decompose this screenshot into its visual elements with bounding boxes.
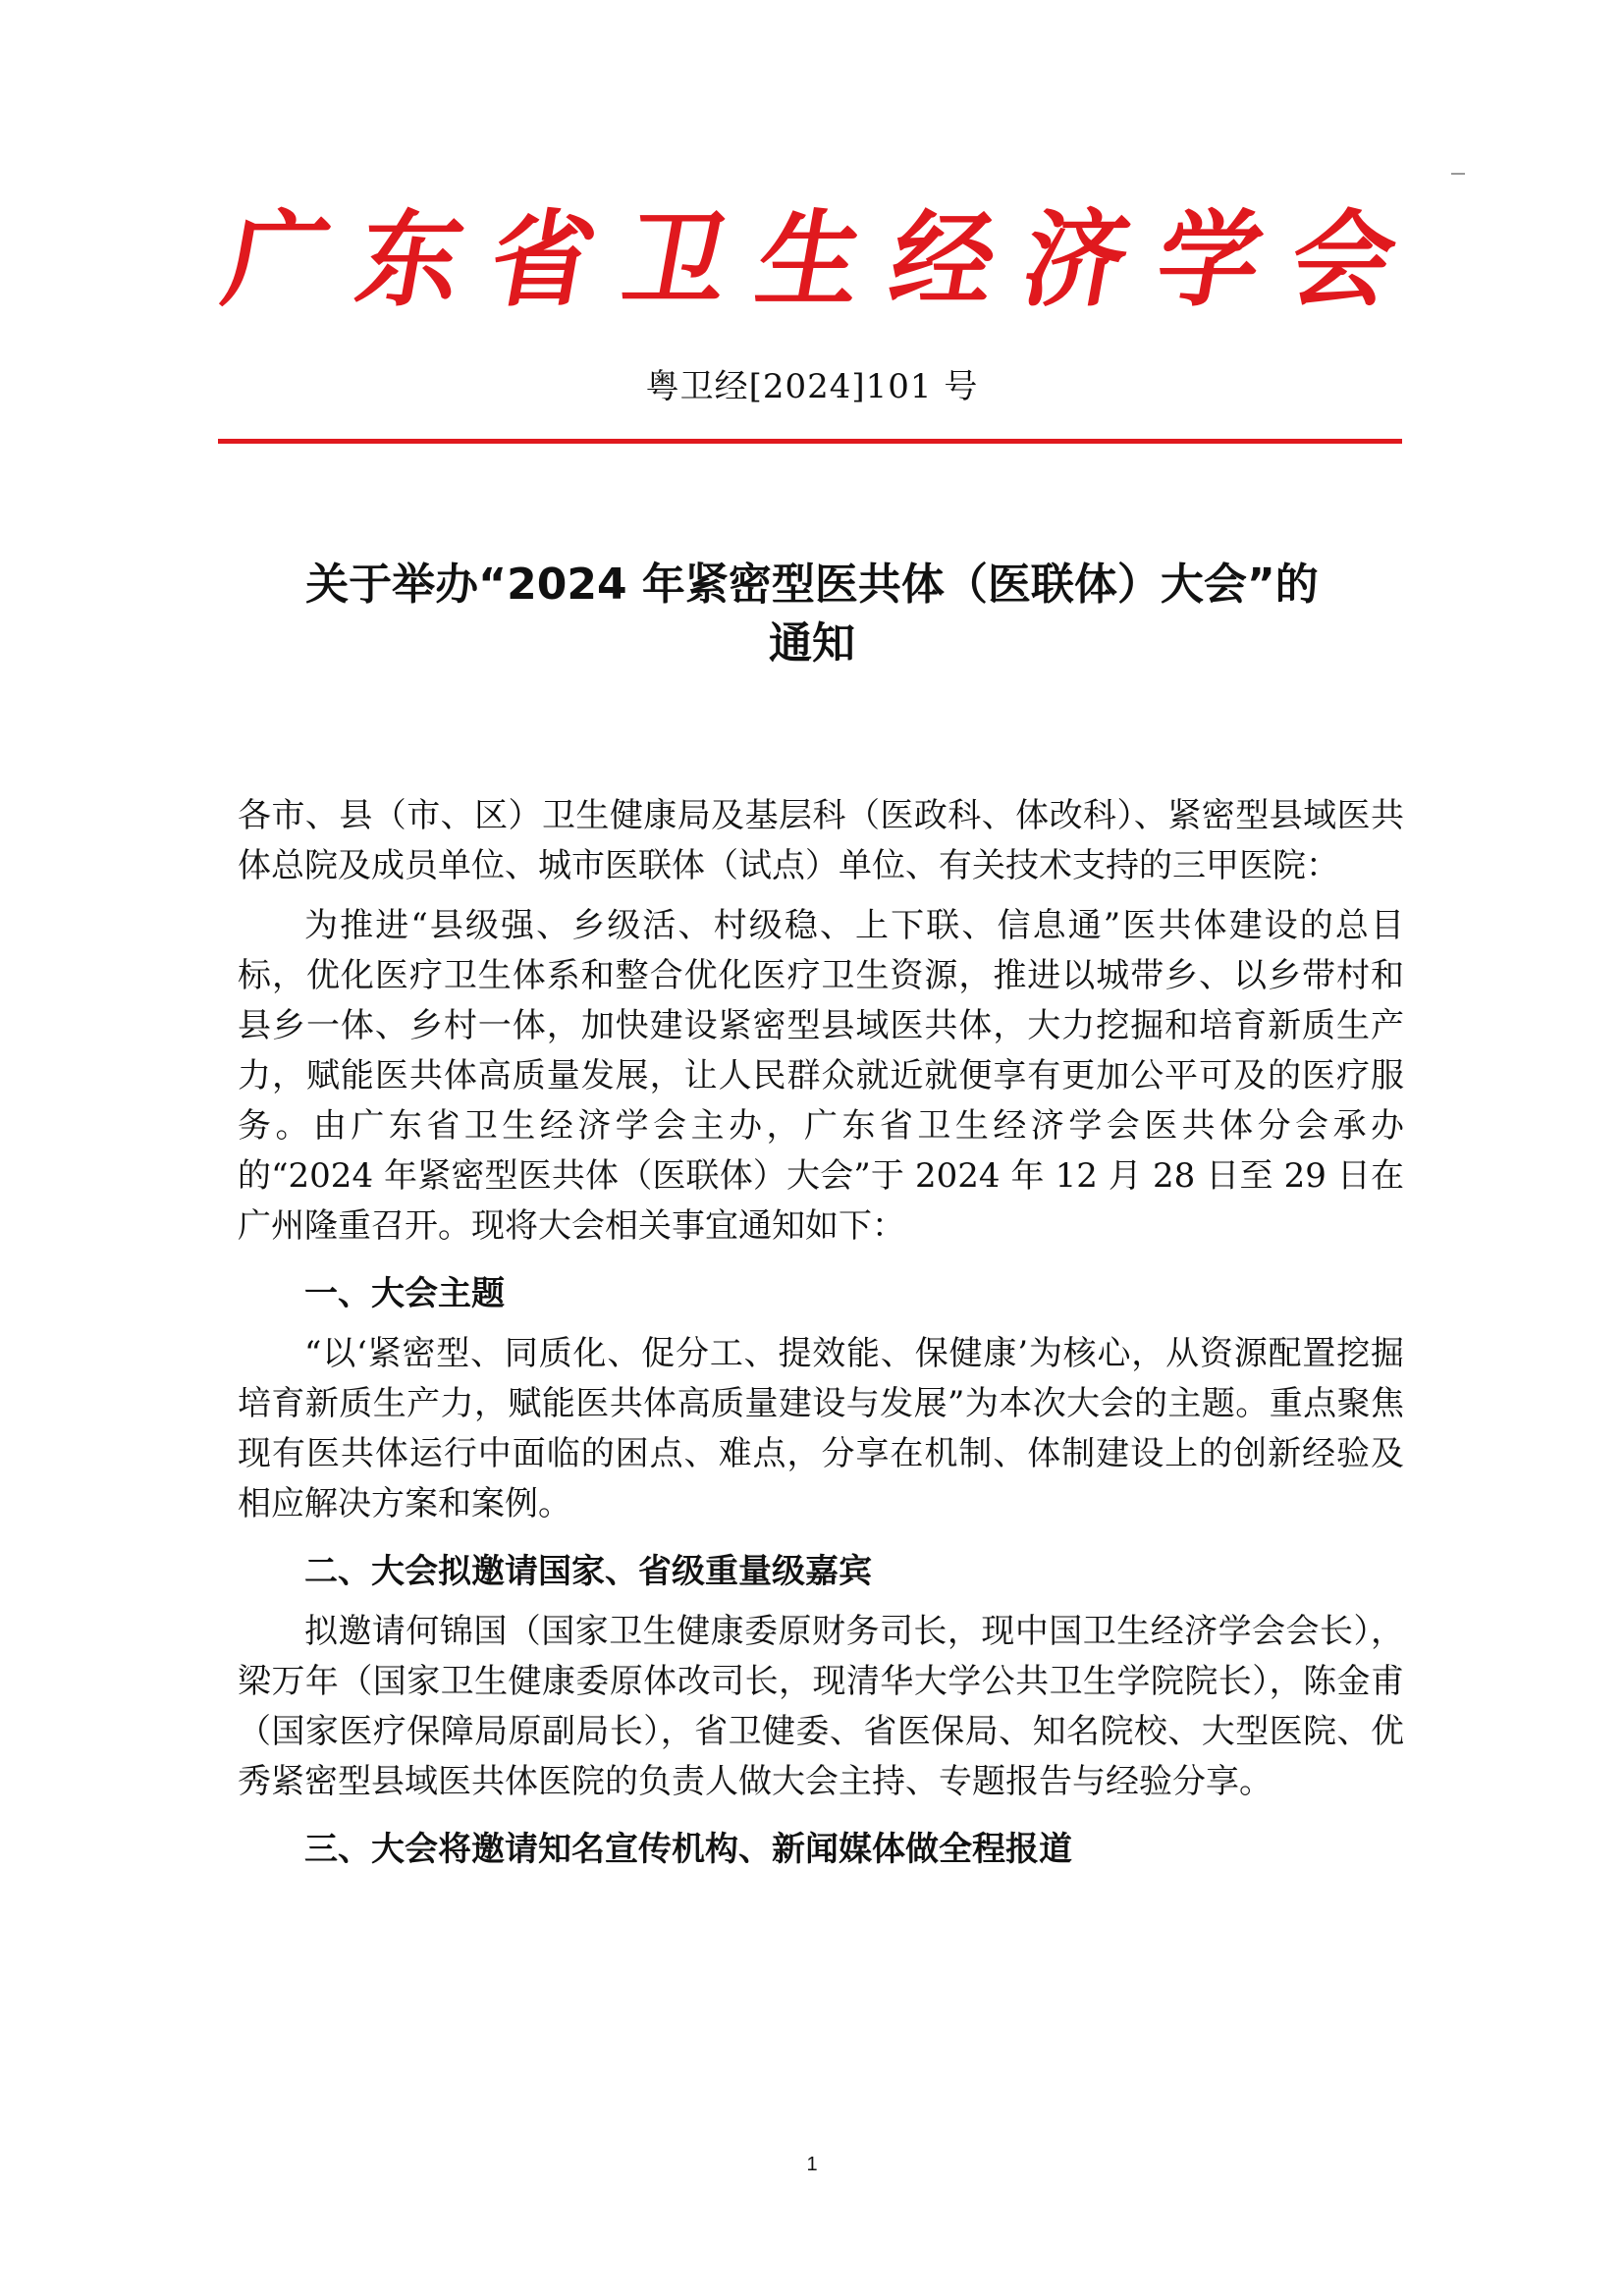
section-paragraph: 拟邀请何锦国（国家卫生健康委原财务司长，现中国卫生经济学会会长），梁万年（国家卫生健康委原体改司长，现清华大学公共卫生学院院长），陈金甫（国家医疗保障局原副局长），省卫健委、省医保局、知名院校、大型医院、优秀紧密型县域医共体医院的负责人做大会主持、专题报告与经验分享。 [238,1612,1404,1801]
letterhead-char: 卫 [615,198,739,322]
page-number: 1 [806,2154,818,2175]
red-divider-line [218,439,1402,444]
letterhead-char: 生 [747,198,872,322]
title-line-1: 关于举办“2024 年紧密型医共体（医联体）大会”的 [305,560,1319,610]
title-line-2: 通知 [769,618,855,668]
document-number: 粤卫经[2024]101 号 [645,367,979,406]
document-title [218,556,1406,673]
letterhead-char: 东 [348,198,472,322]
letterhead-char: 省 [481,198,606,322]
scan-mark [1451,173,1465,175]
letterhead-char: 广 [215,198,339,322]
letterhead-char: 济 [1014,198,1139,322]
letterhead-char: 经 [881,198,1005,322]
letterhead-char: 会 [1280,198,1405,322]
section-heading: 三、大会将邀请知名宣传机构、新闻媒体做全程报道 [304,1830,1072,1869]
document-body [238,791,1404,1883]
letterhead [215,187,1405,334]
section-paragraph: “以‘紧密型、同质化、促分工、提效能、保健康’为核心，从资源配置挖掘培育新质生产力，赋能医共体高质量建设与发展”为本次大会的主题。重点聚焦现有医共体运行中面临的困点、难点，分享在机制、体制建设上的创新经验及相应解决方案和案例。 [238,1334,1404,1523]
salutation: 各市、县（市、区）卫生健康局及基层科（医政科、体改科）、紧密型县域医共体总院及成员单位、城市医联体（试点）单位、有关技术支持的三甲医院： [238,796,1404,885]
letterhead-char: 学 [1148,198,1272,322]
section-heading: 一、大会主题 [304,1274,505,1313]
section-heading: 二、大会拟邀请国家、省级重量级嘉宾 [304,1552,872,1591]
intro-paragraph: 为推进“县级强、乡级活、村级稳、上下联、信息通”医共体建设的总目标，优化医疗卫生体系和整合优化医疗卫生资源，推进以城带乡、以乡带村和县乡一体、乡村一体，加快建设紧密型县域医共体，大力挖掘和培育新质生产力，赋能医共体高质量发展，让人民群众就近就便享有更加公平可及的医疗服务。由广东省卫生经济学会主办，广东省卫生经济学会医共体分会承办的“2024 年紧密型医共体（医联体）大会”于 2024 年 12 月 28 日至 29 日在广州隆重召开。现将大会相关事宜通知如下： [238,906,1404,1246]
